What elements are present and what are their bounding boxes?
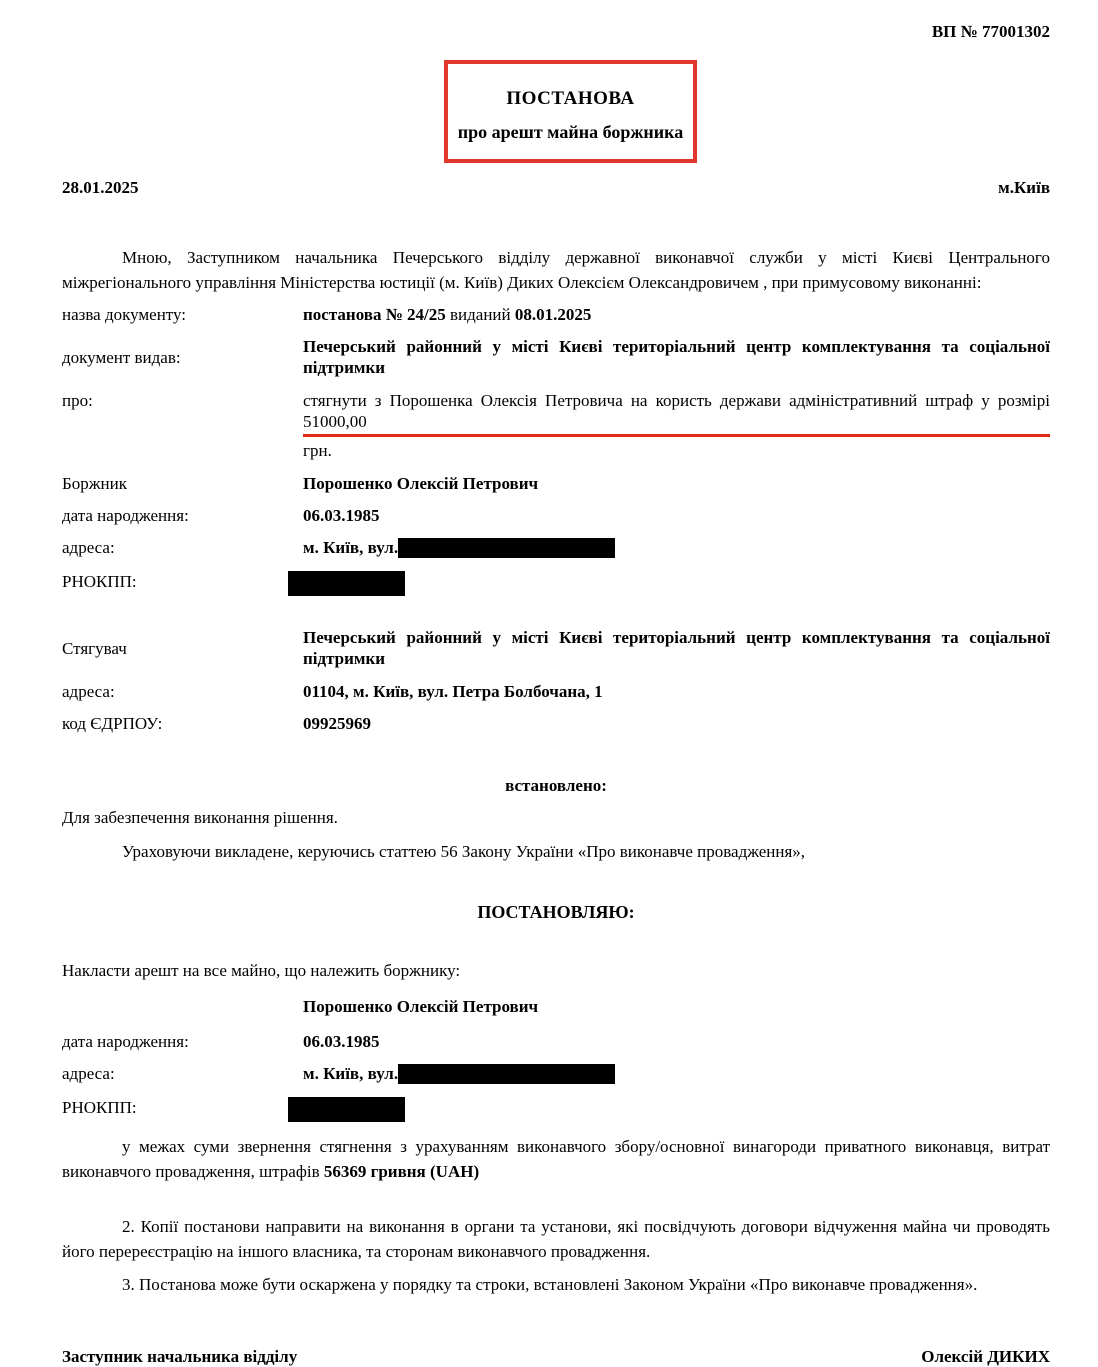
document-subtitle: про арешт майна боржника — [457, 122, 684, 142]
field-row-doc-name — [62, 304, 1050, 325]
title-box — [444, 60, 697, 163]
field-value — [303, 304, 1050, 325]
field-row-issued-by — [62, 336, 1050, 378]
considering-text: Ураховуючи викладене, керуючись статтею 56 Закону України «Про виконавче провадження», — [122, 842, 806, 862]
field-label: дата народження: — [62, 506, 189, 525]
field-label: назва документу: — [62, 305, 187, 324]
field-value — [303, 390, 1050, 461]
document-date: 28.01.2025 — [62, 178, 139, 197]
field-label: адреса: — [62, 538, 115, 557]
limit-paragraph — [62, 1134, 1050, 1184]
address-value — [303, 537, 1050, 560]
field-row-about — [62, 390, 1050, 461]
paragraph-item-2: 2. Копії постанови направити на виконання в органи та установи, які посвідчують договори відчуження майна чи проводять його перереєстрацію на іншого власника, та сторонам виконавчого провадження. — [62, 1217, 1050, 1262]
birth-date-value: 06.03.1985 — [303, 506, 380, 525]
address-prefix: м. Київ, вул. — [303, 1064, 399, 1084]
paragraph-item-3: 3. Постанова може бути оскаржена у порядку та строки, встановлені Законом України «Про виконавче провадження». — [122, 1275, 978, 1295]
field-row-collector-address — [62, 681, 1050, 702]
fields-section — [62, 304, 1050, 734]
address-value — [303, 1063, 1050, 1086]
field-row-debtor — [62, 473, 1050, 494]
collector-address-value: 01104, м. Київ, вул. Петра Болбочана, 1 — [303, 682, 603, 702]
field-label: РНОКПП: — [62, 572, 137, 592]
field-row-address — [62, 537, 1050, 560]
field-label: про: — [62, 391, 93, 410]
document-title: ПОСТАНОВА — [506, 88, 635, 109]
field-row-birth-date — [62, 505, 1050, 526]
dateline — [62, 178, 1050, 198]
redaction-bar — [288, 1097, 405, 1122]
redaction-bar — [398, 1064, 615, 1084]
about-line-2: грн. — [303, 441, 332, 460]
debtor-details-repeat — [62, 1031, 1050, 1122]
redaction-bar — [398, 538, 615, 558]
debtor-name: Порошенко Олексій Петрович — [303, 474, 539, 493]
signer-name: Олексій ДИКИХ — [921, 1347, 1050, 1367]
doc-name-mid: виданий — [445, 305, 515, 324]
field-label: адреса: — [62, 682, 115, 702]
established-heading: встановлено: — [505, 776, 607, 796]
established-text: Для забезпечення виконання рішення. — [62, 808, 338, 828]
birth-date-value: 06.03.1985 — [303, 1032, 380, 1052]
field-label: адреса: — [62, 1064, 115, 1084]
edrpou-value: 09925969 — [303, 714, 371, 734]
doc-name-date: 08.01.2025 — [514, 305, 592, 324]
rnokpp-value — [303, 1097, 1050, 1122]
arrest-intro: Накласти арешт на все майно, що належить боржнику: — [62, 961, 461, 981]
limit-text: у межах суми звернення стягнення з урахуванням виконавчого збору/основної винагороди приватного виконавця, витрат виконавчого провадження, штрафів — [62, 1137, 1050, 1182]
field-label: Боржник — [62, 474, 127, 493]
field-label: Стягувач — [62, 638, 127, 658]
resolve-heading: ПОСТАНОВЛЯЮ: — [477, 902, 635, 923]
field-row-edrpou — [62, 713, 1050, 734]
rnokpp-value — [303, 571, 1050, 596]
field-label: документ видав: — [62, 347, 181, 367]
intro-paragraph: Мною, Заступником начальника Печерського відділу державної виконавчої служби у місті Києві Центрального міжрегіонального управління Міністерства юстиції (м. Київ) Диких Олексієм Олександровичем , при примусовому виконанні: — [62, 248, 1050, 292]
field-row-rnokpp — [62, 1097, 1050, 1122]
redaction-bar — [288, 571, 405, 596]
field-row-birth-date — [62, 1031, 1050, 1052]
collector-value: Печерський районний у місті Києві територіальний центр комплектування та соціальної підтримки — [303, 628, 1050, 669]
field-row-rnokpp — [62, 571, 1050, 596]
about-line-underlined: стягнути з Порошенка Олексія Петровича на користь держави адміністративний штраф у розмірі 51000,00 — [303, 390, 1050, 437]
document-place: м.Київ — [998, 178, 1050, 197]
doc-name-number: постанова № 24/25 — [303, 305, 446, 324]
field-label: дата народження: — [62, 1032, 189, 1052]
field-label: РНОКПП: — [62, 1098, 137, 1118]
limit-amount: 56369 гривня (UAH) — [323, 1162, 480, 1182]
debtor-name-repeat: Порошенко Олексій Петрович — [303, 997, 539, 1017]
field-row-address — [62, 1063, 1050, 1086]
address-prefix: м. Київ, вул. — [303, 538, 399, 557]
case-ref-number: ВП № 77001302 — [931, 22, 1050, 41]
field-label: код ЄДРПОУ: — [62, 714, 163, 734]
signer-position: Заступник начальника відділу — [62, 1347, 298, 1367]
signature-row — [62, 1347, 1050, 1367]
field-value: Печерський районний у місті Києві територіальний центр комплектування та соціальної підтримки — [303, 337, 1050, 377]
field-row-collector — [62, 627, 1050, 669]
